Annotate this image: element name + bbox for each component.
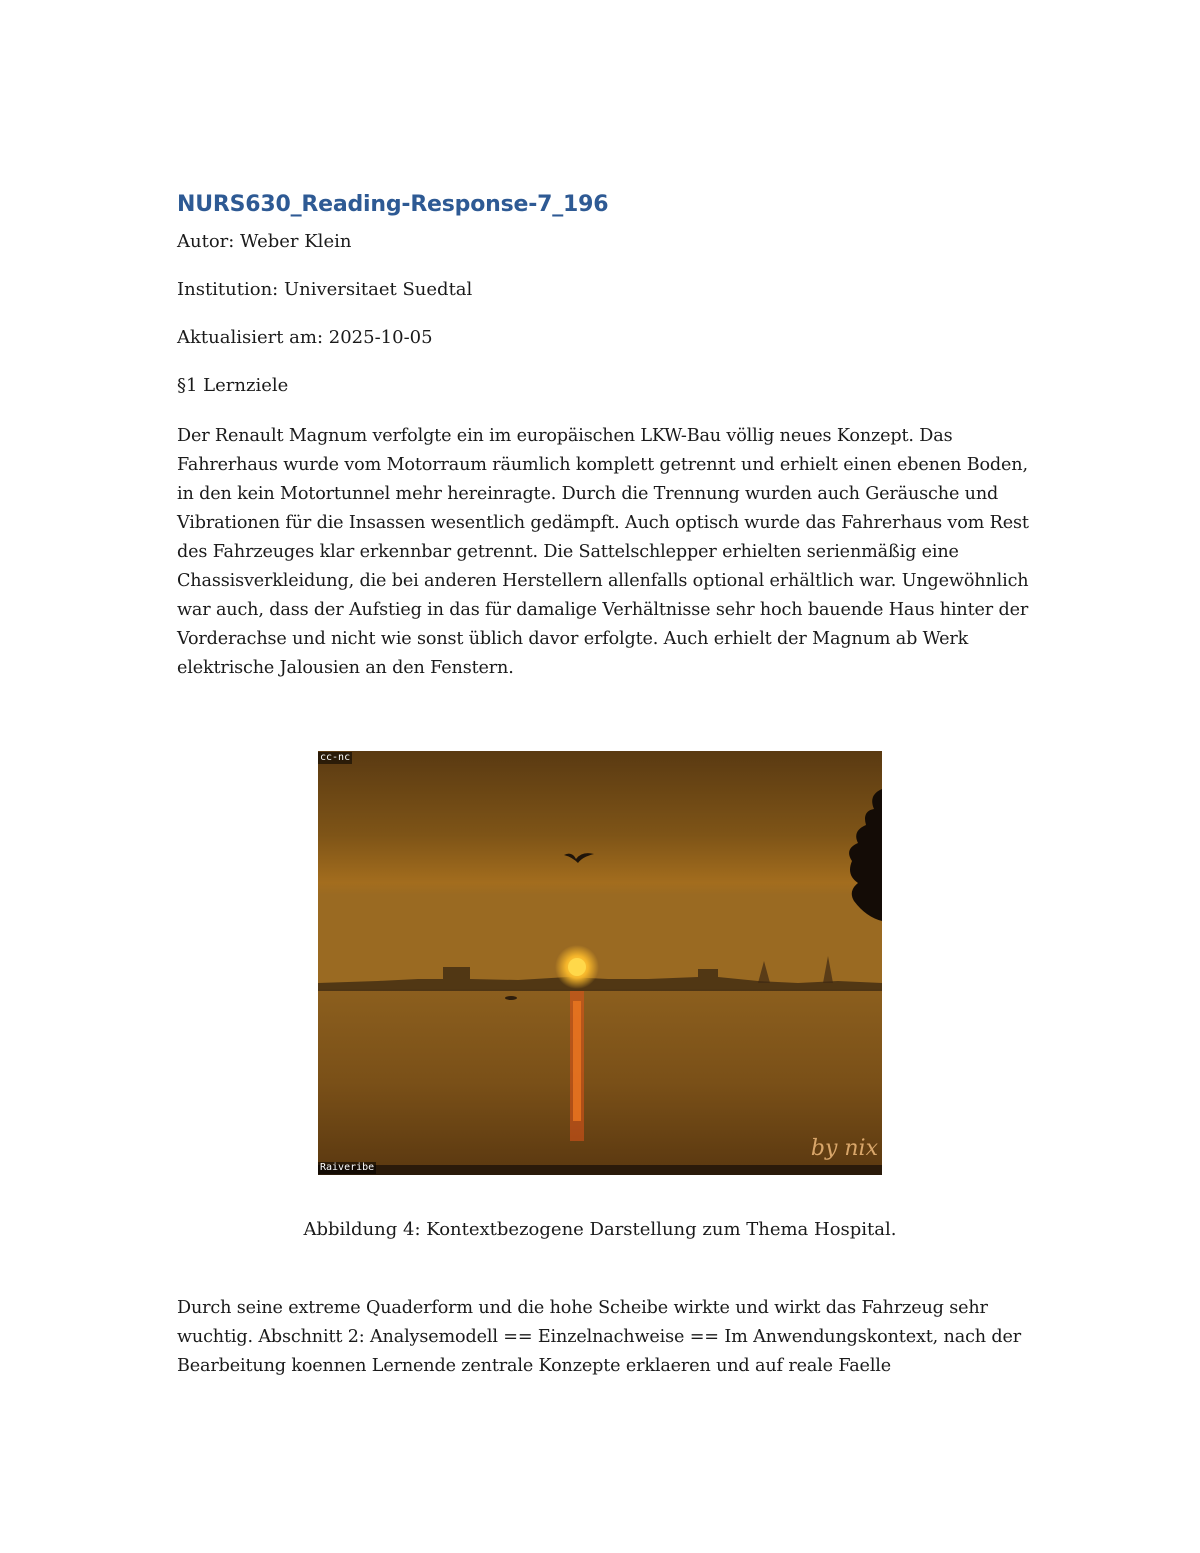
figure-caption: Abbildung 4: Kontextbezogene Darstellung zum Thema Hospital. bbox=[303, 1219, 897, 1240]
updated-line: Aktualisiert am: 2025-10-05 bbox=[177, 327, 433, 348]
license-label: cc-nc bbox=[320, 752, 351, 763]
photo-credit-label: Raiveribe bbox=[320, 1162, 375, 1173]
sunset-photo-image bbox=[318, 751, 882, 1175]
institution-line: Institution: Universitaet Suedtal bbox=[177, 279, 473, 300]
sunset-photo bbox=[318, 751, 882, 1175]
document-title: NURS630_Reading-Response-7_196 bbox=[177, 192, 609, 217]
body-paragraph-2: Durch seine extreme Quaderform und die hohe Scheibe wirkte und wirkt das Fahrzeug sehr wuchtig. Abschnitt 2: Analysemodell == Einzelnachweise == Im Anwendungskontext, nach der Bearbeitung koennen Lernende zentrale Konzepte erklaeren und auf reale Faelle bbox=[177, 1298, 1022, 1376]
document-page bbox=[177, 190, 1037, 683]
author-line: Autor: Weber Klein bbox=[177, 231, 352, 252]
section-heading: §1 Lernziele bbox=[177, 375, 289, 396]
photo-watermark: by nix bbox=[810, 1136, 878, 1161]
body-paragraph-1: Der Renault Magnum verfolgte ein im europäischen LKW-Bau völlig neues Konzept. Das Fahrerhaus wurde vom Motorraum räumlich komplett getrennt und erhielt einen ebenen Boden, in den kein Motortunnel mehr hereinragte. Durch die Trennung wurden auch Geräusche und Vibrationen für die Insassen wesentlich gedämpft. Auch optisch wurde das Fahrerhaus vom Rest des Fahrzeuges klar erkennbar getrennt. Die Sattelschlepper erhielten serienmäßig eine Chassisverkleidung, die bei anderen Herstellern allenfalls optional erhältlich war. Ungewöhnlich war auch, dass der Aufstieg in das für damalige Verhältnisse sehr hoch bauende Haus hinter der Vorderachse und nicht wie sonst üblich davor erfolgte. Auch erhielt der Magnum ab Werk elektrische Jalousien an den Fenstern. bbox=[177, 426, 1029, 678]
